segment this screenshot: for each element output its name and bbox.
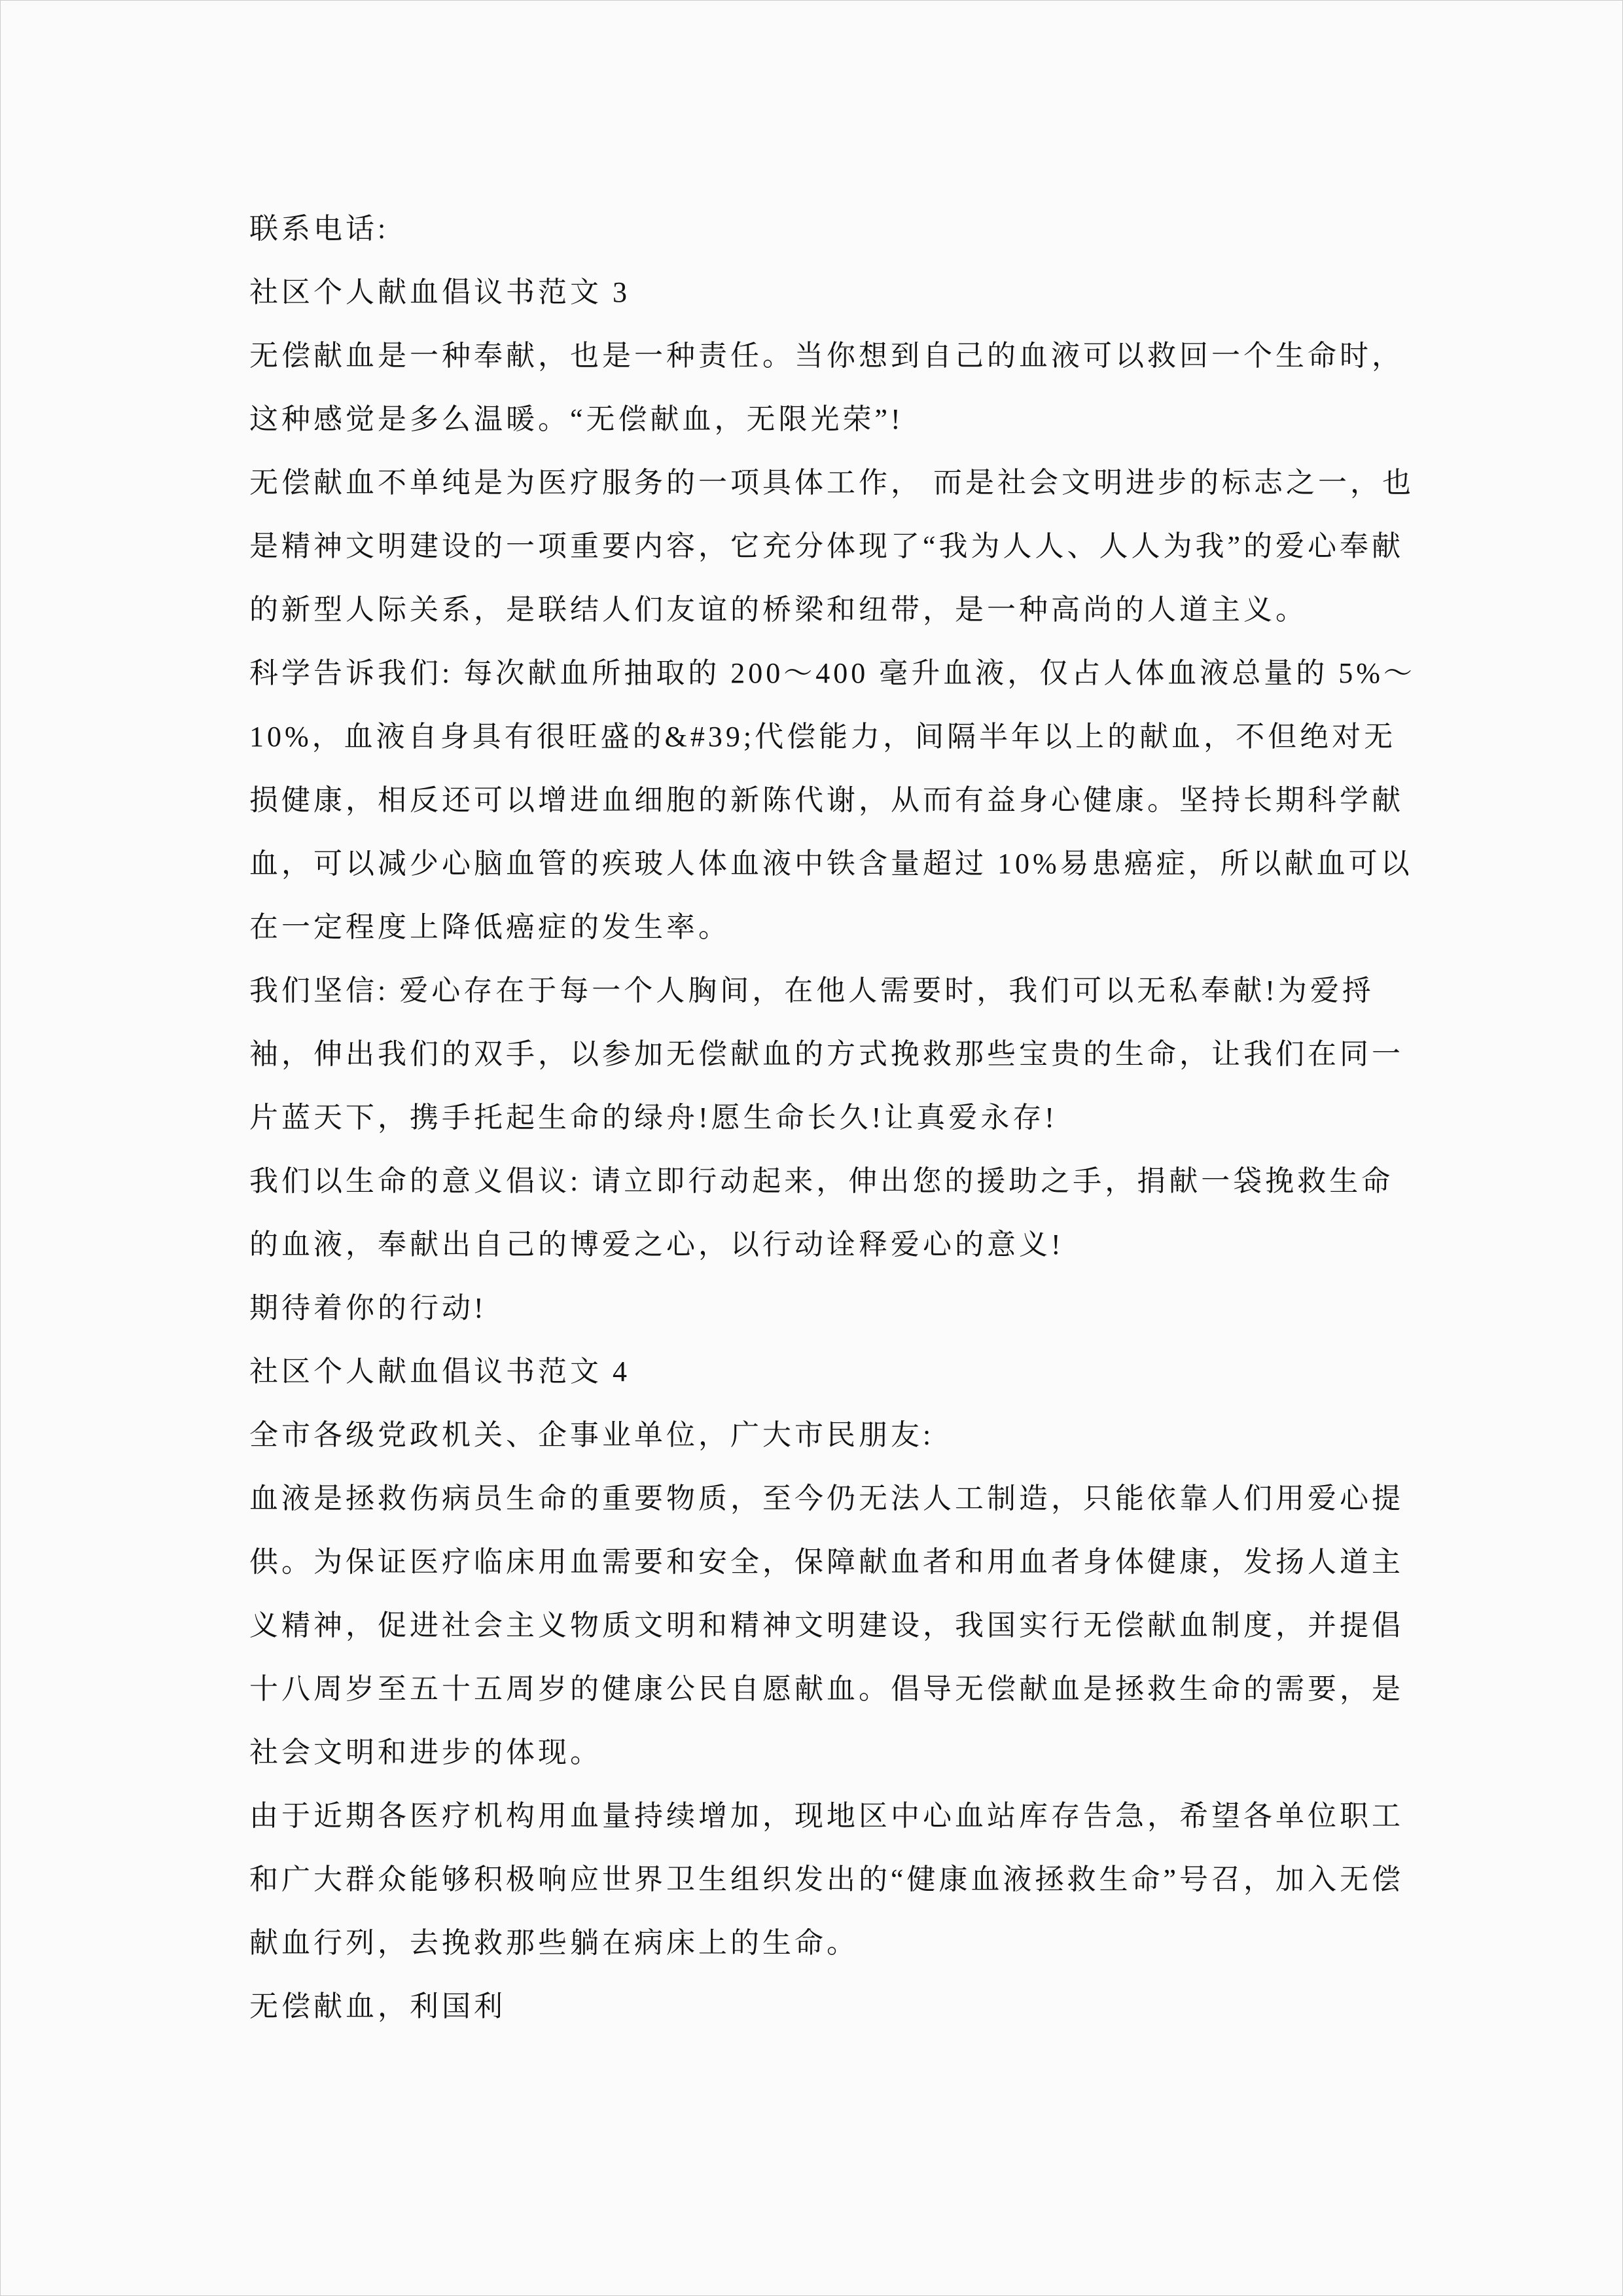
paragraph: 联系电话: bbox=[249, 213, 389, 245]
paragraph: 血液是拯救伤病员生命的重要物质，至今仍无法人工制造，只能依靠人们用爱心提供。为保证医疗临床用血需要和安全，保障献血者和用血者身体健康，发扬人道主义精神，促进社会主义物质文明和精神文明建设，我国实行无偿献血制度，并提倡十八周岁至五十五周岁的健康公民自愿献血。倡导无偿献血是拯救生命的需要，是社会文明和进步的体现。 bbox=[249, 1482, 1404, 1768]
paragraph: 无偿献血不单纯是为医疗服务的一项具体工作， 而是社会文明进步的标志之一，也是精神文明建设的一项重要内容，它充分体现了“我为人人、人人为我”的爱心奉献的新型人际关系，是联结人们友谊的桥梁和纽带，是一种高尚的人道主义。 bbox=[249, 467, 1414, 626]
paragraph: 无偿献血是一种奉献，也是一种责任。当你想到自己的血液可以救回一个生命时，这种感觉是多么温暖。“无偿献血，无限光荣”! bbox=[249, 340, 1404, 435]
paragraph: 期待着你的行动! bbox=[249, 1292, 487, 1324]
paragraph: 无偿献血，利国利 bbox=[249, 1990, 506, 2022]
paragraph: 科学告诉我们: 每次献血所抽取的 200～400 毫升血液，仅占人体血液总量的 5%～10%，血液自身具有很旺盛的&#39;代偿能力，间隔半年以上的献血，不但绝对无损健康，相反还可以增进血细胞的新陈代谢，从而有益身心健康。坚持长期科学献血，可以减少心脑血管的疾玻人体血液中铁含量超过 10%易患癌症，所以献血可以在一定程度上降低癌症的发生率。 bbox=[249, 657, 1416, 943]
paragraph: 社区个人献血倡议书范文 3 bbox=[249, 276, 630, 308]
paragraph: 我们坚信: 爱心存在于每一个人胸间，在他人需要时，我们可以无私奉献!为爱捋袖，伸出我们的双手，以参加无偿献血的方式挽救那些宝贵的生命，让我们在同一片蓝天下，携手托起生命的绿舟!愿生命长久!让真爱永存! bbox=[249, 975, 1404, 1134]
paragraph: 我们以生命的意义倡议: 请立即行动起来，伸出您的援助之手，捐献一袋挽救生命的血液，奉献出自己的博爱之心，以行动诠释爱心的意义! bbox=[249, 1165, 1394, 1261]
paragraph: 由于近期各医疗机构用血量持续增加，现地区中心血站库存告急，希望各单位职工和广大群众能够积极响应世界卫生组织发出的“健康血液拯救生命”号召，加入无偿献血行列，去挽救那些躺在病床上的生命。 bbox=[249, 1800, 1404, 1959]
document-body-text bbox=[249, 197, 1418, 2038]
paragraph: 社区个人献血倡议书范文 4 bbox=[249, 1355, 630, 1388]
paragraph: 全市各级党政机关、企事业单位，广大市民朋友: bbox=[249, 1419, 935, 1451]
